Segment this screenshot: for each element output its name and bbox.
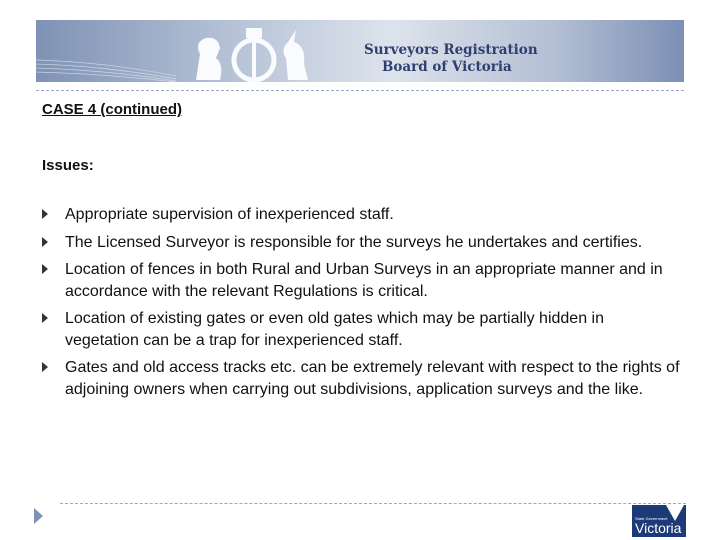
bullet-arrow-icon	[42, 209, 48, 219]
bullet-arrow-icon	[42, 237, 48, 247]
issues-label: Issues:	[42, 157, 94, 174]
bullet-arrow-icon	[42, 313, 48, 323]
list-item	[42, 308, 682, 351]
victoria-government-logo	[632, 505, 686, 537]
bullet-arrow-icon	[42, 264, 48, 274]
bullet-text: Gates and old access tracks etc. can be extremely relevant with respect to the rights of adjoining owners when carrying out subdivisions, application surveys and the like.	[65, 359, 680, 398]
bullet-text: Appropriate supervision of inexperienced staff.	[65, 206, 394, 223]
logo-small-text: State Government	[635, 516, 668, 521]
logo-triangle-icon	[666, 505, 684, 521]
bullet-text: Location of existing gates or even old gates which may be partially hidden in vegetation can be a trap for inexperienced staff.	[65, 310, 604, 349]
header-divider	[36, 90, 684, 91]
bullet-text: The Licensed Surveyor is responsible for the surveys he undertakes and certifies.	[65, 233, 643, 251]
next-slide-arrow-icon[interactable]	[34, 508, 43, 524]
decorative-lines	[36, 20, 176, 82]
org-line-1: Surveyors Registration	[364, 42, 538, 58]
list-item	[42, 204, 682, 226]
list-item	[42, 357, 682, 400]
logo-name: Victoria	[635, 520, 682, 536]
header-banner	[36, 20, 684, 82]
slide-heading: CASE 4 (continued)	[42, 101, 183, 118]
bullet-list	[42, 204, 682, 406]
org-line-2: Board of Victoria	[382, 59, 512, 75]
organization-name	[364, 42, 538, 76]
list-item	[42, 232, 682, 254]
footer-divider	[60, 503, 686, 504]
coat-of-arms-icon	[176, 24, 336, 82]
bullet-arrow-icon	[42, 362, 48, 372]
list-item	[42, 259, 682, 302]
bullet-text: Location of fences in both Rural and Urban Surveys in an appropriate manner and in accordance with the relevant Regulations is critical.	[65, 261, 663, 300]
